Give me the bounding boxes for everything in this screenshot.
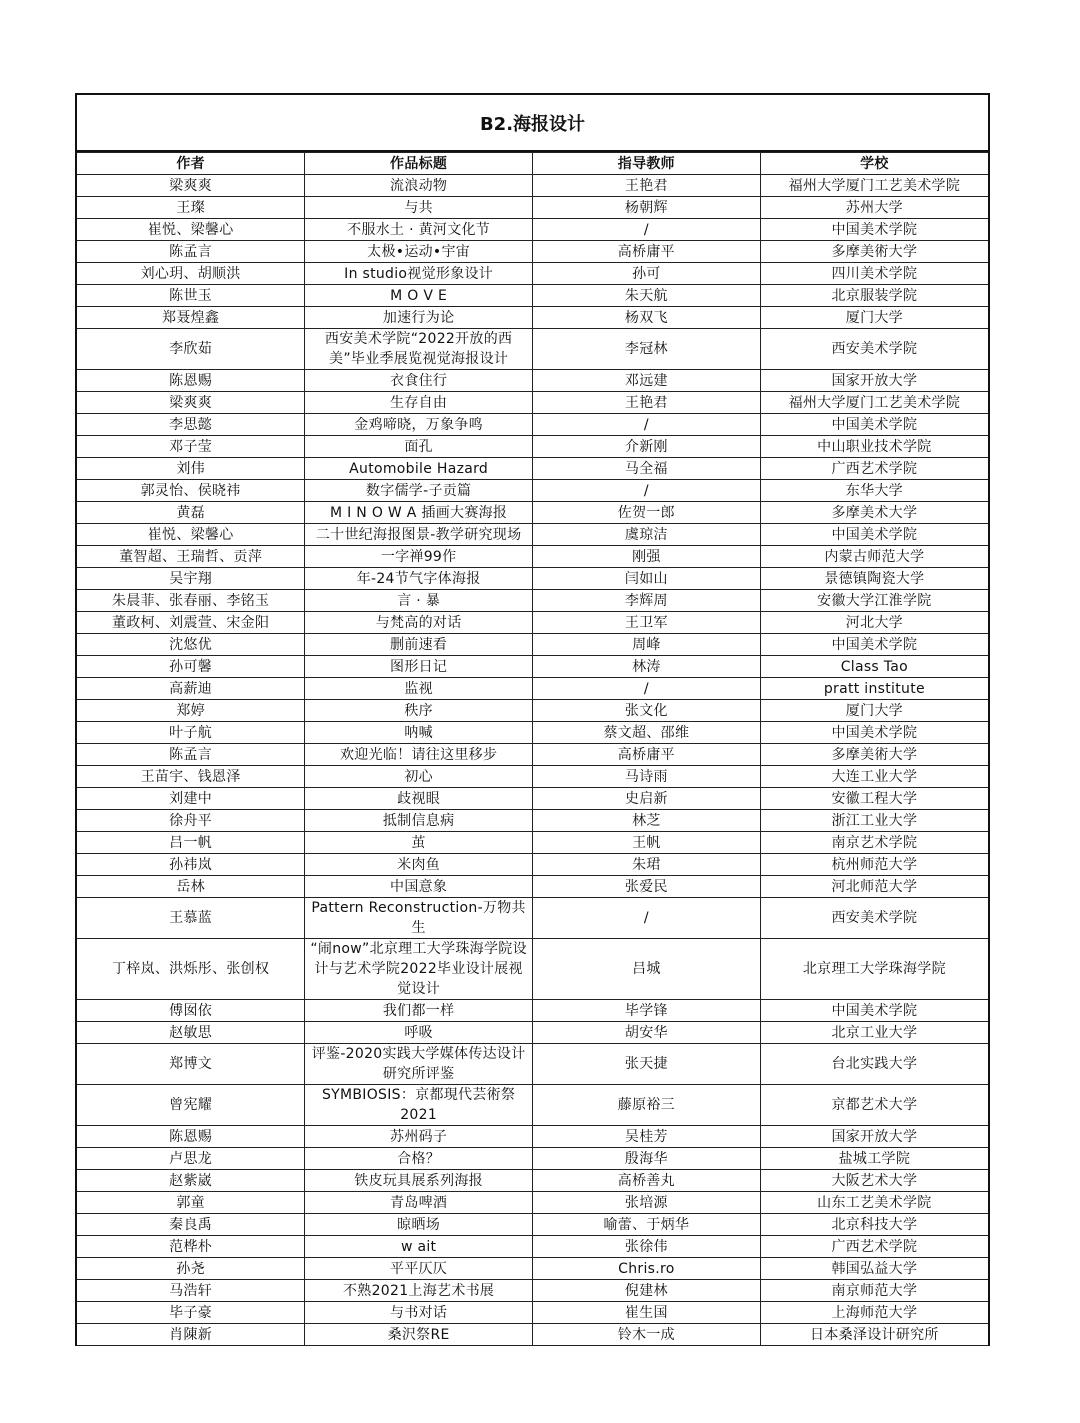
work-title-cell: 二十世纪海报图景-教学研究现场 (305, 524, 533, 546)
author-cell: 毕子豪 (77, 1302, 305, 1324)
table-row (77, 458, 988, 480)
school-cell: 北京服装学院 (760, 285, 988, 307)
table-row (77, 1022, 988, 1044)
instructor-cell: 王艳君 (533, 175, 761, 197)
table-row (77, 175, 988, 197)
table-title: B2.海报设计 (77, 95, 988, 152)
instructor-cell: 倪建林 (533, 1280, 761, 1302)
table-row (77, 656, 988, 678)
school-cell: 北京工业大学 (760, 1022, 988, 1044)
table-row (77, 524, 988, 546)
table-row (77, 1126, 988, 1148)
table-row (77, 788, 988, 810)
instructor-cell: 吴桂芳 (533, 1126, 761, 1148)
author-cell: 陈孟言 (77, 241, 305, 263)
school-cell: 杭州师范大学 (760, 854, 988, 876)
instructor-cell: 殷海华 (533, 1148, 761, 1170)
table-row (77, 263, 988, 285)
author-cell: 郑聂煌鑫 (77, 307, 305, 329)
author-cell: 范桦朴 (77, 1236, 305, 1258)
instructor-cell: 张培源 (533, 1192, 761, 1214)
author-cell: 黄磊 (77, 502, 305, 524)
work-title-cell: 金鸡啼晓，万象争鸣 (305, 414, 533, 436)
instructor-cell: 李冠林 (533, 329, 761, 370)
school-cell: 中国美术学院 (760, 1000, 988, 1022)
instructor-cell: 马全福 (533, 458, 761, 480)
work-title-cell: 监视 (305, 678, 533, 700)
author-cell: 郭灵怡、侯晓祎 (77, 480, 305, 502)
instructor-cell: 崔生国 (533, 1302, 761, 1324)
work-title-cell: 年-24节气字体海报 (305, 568, 533, 590)
work-title-cell: 晾晒场 (305, 1214, 533, 1236)
school-cell: 景德镇陶瓷大学 (760, 568, 988, 590)
work-title-cell: 合格？ (305, 1148, 533, 1170)
school-cell: 国家开放大学 (760, 1126, 988, 1148)
school-cell: 中国美术学院 (760, 414, 988, 436)
author-cell: 王慕蓝 (77, 898, 305, 939)
table-row (77, 832, 988, 854)
table-row (77, 634, 988, 656)
author-cell: 沈悠优 (77, 634, 305, 656)
work-title-cell: 与梵高的对话 (305, 612, 533, 634)
school-cell: 大阪艺术大学 (760, 1170, 988, 1192)
school-cell: 多摩美术大学 (760, 502, 988, 524)
table-row (77, 307, 988, 329)
instructor-cell: 孙可 (533, 263, 761, 285)
table-row (77, 392, 988, 414)
author-cell: 孙可馨 (77, 656, 305, 678)
instructor-cell: 胡安华 (533, 1022, 761, 1044)
school-cell: 福州大学厦门工艺美术学院 (760, 392, 988, 414)
table-row (77, 197, 988, 219)
work-title-cell: Pattern Reconstruction-万物共生 (305, 898, 533, 939)
work-title-cell: 一字禅99作 (305, 546, 533, 568)
work-title-cell: 加速行为论 (305, 307, 533, 329)
work-title-cell: 衣食住行 (305, 370, 533, 392)
author-cell: 刘心玥、胡顺洪 (77, 263, 305, 285)
header-author: 作者 (77, 153, 305, 175)
header-school: 学校 (760, 153, 988, 175)
table-row (77, 1000, 988, 1022)
instructor-cell: / (533, 219, 761, 241)
author-cell: 郑婷 (77, 700, 305, 722)
table-row (77, 414, 988, 436)
work-title-cell: 太极•运动•宇宙 (305, 241, 533, 263)
author-cell: 马浩轩 (77, 1280, 305, 1302)
school-cell: 厦门大学 (760, 700, 988, 722)
school-cell: 河北大学 (760, 612, 988, 634)
author-cell: 朱晨菲、张春丽、李铭玉 (77, 590, 305, 612)
instructor-cell: 马诗雨 (533, 766, 761, 788)
school-cell: 厦门大学 (760, 307, 988, 329)
school-cell: pratt institute (760, 678, 988, 700)
table-row (77, 898, 988, 939)
author-cell: 肖陳新 (77, 1324, 305, 1346)
work-title-cell: “闹now”北京理工大学珠海学院设计与艺术学院2022毕业设计展视觉设计 (305, 939, 533, 1000)
table-row (77, 766, 988, 788)
table-row (77, 285, 988, 307)
school-cell: 安徽大学江淮学院 (760, 590, 988, 612)
work-title-cell: 西安美术学院“2022开放的西美”毕业季展览视觉海报设计 (305, 329, 533, 370)
author-cell: 崔悦、梁馨心 (77, 524, 305, 546)
instructor-cell: / (533, 414, 761, 436)
work-title-cell: 初心 (305, 766, 533, 788)
table-row (77, 939, 988, 1000)
work-title-cell: 不服水土 · 黄河文化节 (305, 219, 533, 241)
instructor-cell: 王卫军 (533, 612, 761, 634)
table-row (77, 1302, 988, 1324)
author-cell: 崔悦、梁馨心 (77, 219, 305, 241)
school-cell: 国家开放大学 (760, 370, 988, 392)
school-cell: 广西艺术学院 (760, 458, 988, 480)
table-row (77, 1214, 988, 1236)
instructor-cell: / (533, 898, 761, 939)
instructor-cell: 喻蕾、于炳华 (533, 1214, 761, 1236)
table-row (77, 1236, 988, 1258)
instructor-cell: 闫如山 (533, 568, 761, 590)
table-row (77, 219, 988, 241)
work-title-cell: 铁皮玩具展系列海报 (305, 1170, 533, 1192)
author-cell: 高薪迪 (77, 678, 305, 700)
work-title-cell: 中国意象 (305, 876, 533, 898)
work-title-cell: M I N O W A 插画大赛海报 (305, 502, 533, 524)
school-cell: 福州大学厦门工艺美术学院 (760, 175, 988, 197)
author-cell: 赵敏思 (77, 1022, 305, 1044)
work-title-cell: 秩序 (305, 700, 533, 722)
author-cell: 李思懿 (77, 414, 305, 436)
table-row (77, 744, 988, 766)
author-cell: 董政柯、刘震萱、宋金阳 (77, 612, 305, 634)
school-cell: 中国美术学院 (760, 634, 988, 656)
work-title-cell: 生存自由 (305, 392, 533, 414)
table-row (77, 590, 988, 612)
work-title-cell: 与共 (305, 197, 533, 219)
school-cell: 南京师范大学 (760, 1280, 988, 1302)
author-cell: 傅囡依 (77, 1000, 305, 1022)
author-cell: 刘建中 (77, 788, 305, 810)
school-cell: Class Tao (760, 656, 988, 678)
header-work-title: 作品标题 (305, 153, 533, 175)
work-title-cell: 数字儒学-子贡篇 (305, 480, 533, 502)
table-row (77, 1324, 988, 1346)
instructor-cell: 张天捷 (533, 1044, 761, 1085)
work-title-cell: w ait (305, 1236, 533, 1258)
author-cell: 丁梓岚、洪烁彤、张创权 (77, 939, 305, 1000)
school-cell: 广西艺术学院 (760, 1236, 988, 1258)
table-row (77, 241, 988, 263)
author-cell: 郭童 (77, 1192, 305, 1214)
author-cell: 李欣茹 (77, 329, 305, 370)
author-cell: 王苗宇、钱恩泽 (77, 766, 305, 788)
school-cell: 韩国弘益大学 (760, 1258, 988, 1280)
work-title-cell: 抵制信息病 (305, 810, 533, 832)
work-title-cell: 流浪动物 (305, 175, 533, 197)
table-row (77, 678, 988, 700)
table-row (77, 1192, 988, 1214)
work-title-cell: 我们都一样 (305, 1000, 533, 1022)
instructor-cell: 林涛 (533, 656, 761, 678)
table-row (77, 722, 988, 744)
instructor-cell: 蔡文超、邵维 (533, 722, 761, 744)
instructor-cell: 毕学锋 (533, 1000, 761, 1022)
author-cell: 秦良禹 (77, 1214, 305, 1236)
school-cell: 安徽工程大学 (760, 788, 988, 810)
author-cell: 陈恩赐 (77, 1126, 305, 1148)
work-title-cell: Automobile Hazard (305, 458, 533, 480)
school-cell: 四川美术学院 (760, 263, 988, 285)
table-row (77, 1148, 988, 1170)
instructor-cell: 铃木一成 (533, 1324, 761, 1346)
instructor-cell: 朱天航 (533, 285, 761, 307)
author-cell: 梁爽爽 (77, 392, 305, 414)
instructor-cell: 刚强 (533, 546, 761, 568)
work-title-cell: 桑沢祭RE (305, 1324, 533, 1346)
author-cell: 王璨 (77, 197, 305, 219)
school-cell: 中山职业技术学院 (760, 436, 988, 458)
work-title-cell: 面孔 (305, 436, 533, 458)
instructor-cell: Chris.ro (533, 1258, 761, 1280)
school-cell: 北京科技大学 (760, 1214, 988, 1236)
instructor-cell: 张爱民 (533, 876, 761, 898)
school-cell: 中国美术学院 (760, 219, 988, 241)
author-cell: 郑博文 (77, 1044, 305, 1085)
work-title-cell: 图形日记 (305, 656, 533, 678)
table-row (77, 502, 988, 524)
instructor-cell: 藤原裕三 (533, 1085, 761, 1126)
work-title-cell: 米肉鱼 (305, 854, 533, 876)
author-cell: 叶子航 (77, 722, 305, 744)
table-row (77, 876, 988, 898)
school-cell: 盐城工学院 (760, 1148, 988, 1170)
instructor-cell: 王帆 (533, 832, 761, 854)
instructor-cell: 周峰 (533, 634, 761, 656)
work-title-cell: 呐喊 (305, 722, 533, 744)
author-cell: 徐舟平 (77, 810, 305, 832)
table-row (77, 854, 988, 876)
table-row (77, 810, 988, 832)
work-title-cell: In studio视觉形象设计 (305, 263, 533, 285)
instructor-cell: 杨双飞 (533, 307, 761, 329)
table-row (77, 1258, 988, 1280)
instructor-cell: / (533, 678, 761, 700)
school-cell: 上海师范大学 (760, 1302, 988, 1324)
school-cell: 中国美术学院 (760, 524, 988, 546)
header-instructor: 指导教师 (533, 153, 761, 175)
instructor-cell: 高桥善丸 (533, 1170, 761, 1192)
table-row (77, 568, 988, 590)
table-row (77, 1280, 988, 1302)
instructor-cell: 王艳君 (533, 392, 761, 414)
work-title-cell: SYMBIOSIS：京都現代芸術祭2021 (305, 1085, 533, 1126)
award-table (75, 93, 990, 1346)
table-row (77, 1085, 988, 1126)
work-title-cell: 茧 (305, 832, 533, 854)
table-row (77, 480, 988, 502)
work-title-cell: 言 · 暴 (305, 590, 533, 612)
school-cell: 大连工业大学 (760, 766, 988, 788)
school-cell: 日本桑泽设计研究所 (760, 1324, 988, 1346)
author-cell: 吕一帆 (77, 832, 305, 854)
table-row (77, 329, 988, 370)
instructor-cell: 史启新 (533, 788, 761, 810)
table-row (77, 612, 988, 634)
instructor-cell: 林芝 (533, 810, 761, 832)
author-cell: 董智超、王瑞哲、贡萍 (77, 546, 305, 568)
school-cell: 台北实践大学 (760, 1044, 988, 1085)
author-cell: 曾宪耀 (77, 1085, 305, 1126)
work-title-cell: 删前速看 (305, 634, 533, 656)
school-cell: 苏州大学 (760, 197, 988, 219)
table-row (77, 370, 988, 392)
header-row (77, 153, 988, 175)
author-cell: 陈世玉 (77, 285, 305, 307)
instructor-cell: 朱珺 (533, 854, 761, 876)
instructor-cell: 吕城 (533, 939, 761, 1000)
author-cell: 孙尧 (77, 1258, 305, 1280)
table-row (77, 1044, 988, 1085)
author-cell: 梁爽爽 (77, 175, 305, 197)
work-title-cell: 不熟2021上海艺术书展 (305, 1280, 533, 1302)
instructor-cell: 高桥庸平 (533, 241, 761, 263)
school-cell: 南京艺术学院 (760, 832, 988, 854)
work-title-cell: 与书对话 (305, 1302, 533, 1324)
instructor-cell: 李辉周 (533, 590, 761, 612)
instructor-cell: 杨朝辉 (533, 197, 761, 219)
school-cell: 西安美术学院 (760, 329, 988, 370)
author-cell: 刘伟 (77, 458, 305, 480)
work-title-cell: 歧视眼 (305, 788, 533, 810)
author-cell: 陈恩赐 (77, 370, 305, 392)
instructor-cell: 张文化 (533, 700, 761, 722)
table-row (77, 546, 988, 568)
school-cell: 内蒙古师范大学 (760, 546, 988, 568)
author-cell: 孙祎岚 (77, 854, 305, 876)
school-cell: 多摩美術大学 (760, 744, 988, 766)
instructor-cell: 介新刚 (533, 436, 761, 458)
instructor-cell: 佐贺一郎 (533, 502, 761, 524)
author-cell: 岳林 (77, 876, 305, 898)
entries-table (77, 152, 988, 1346)
school-cell: 西安美术学院 (760, 898, 988, 939)
school-cell: 北京理工大学珠海学院 (760, 939, 988, 1000)
school-cell: 京都艺术大学 (760, 1085, 988, 1126)
author-cell: 卢思龙 (77, 1148, 305, 1170)
author-cell: 邓子莹 (77, 436, 305, 458)
author-cell: 赵紫崴 (77, 1170, 305, 1192)
work-title-cell: M O V E (305, 285, 533, 307)
author-cell: 吴宇翔 (77, 568, 305, 590)
work-title-cell: 欢迎光临！请往这里移步 (305, 744, 533, 766)
work-title-cell: 苏州码子 (305, 1126, 533, 1148)
instructor-cell: 张徐伟 (533, 1236, 761, 1258)
work-title-cell: 呼吸 (305, 1022, 533, 1044)
work-title-cell: 平平仄仄 (305, 1258, 533, 1280)
instructor-cell: 邓远建 (533, 370, 761, 392)
instructor-cell: 高桥庸平 (533, 744, 761, 766)
school-cell: 浙江工业大学 (760, 810, 988, 832)
school-cell: 河北师范大学 (760, 876, 988, 898)
table-row (77, 1170, 988, 1192)
work-title-cell: 评鉴-2020实践大学媒体传达设计研究所评鉴 (305, 1044, 533, 1085)
work-title-cell: 青岛啤酒 (305, 1192, 533, 1214)
instructor-cell: / (533, 480, 761, 502)
instructor-cell: 虞琼洁 (533, 524, 761, 546)
table-row (77, 700, 988, 722)
school-cell: 山东工艺美术学院 (760, 1192, 988, 1214)
school-cell: 多摩美術大学 (760, 241, 988, 263)
table-row (77, 436, 988, 458)
school-cell: 中国美术学院 (760, 722, 988, 744)
school-cell: 东华大学 (760, 480, 988, 502)
author-cell: 陈孟言 (77, 744, 305, 766)
